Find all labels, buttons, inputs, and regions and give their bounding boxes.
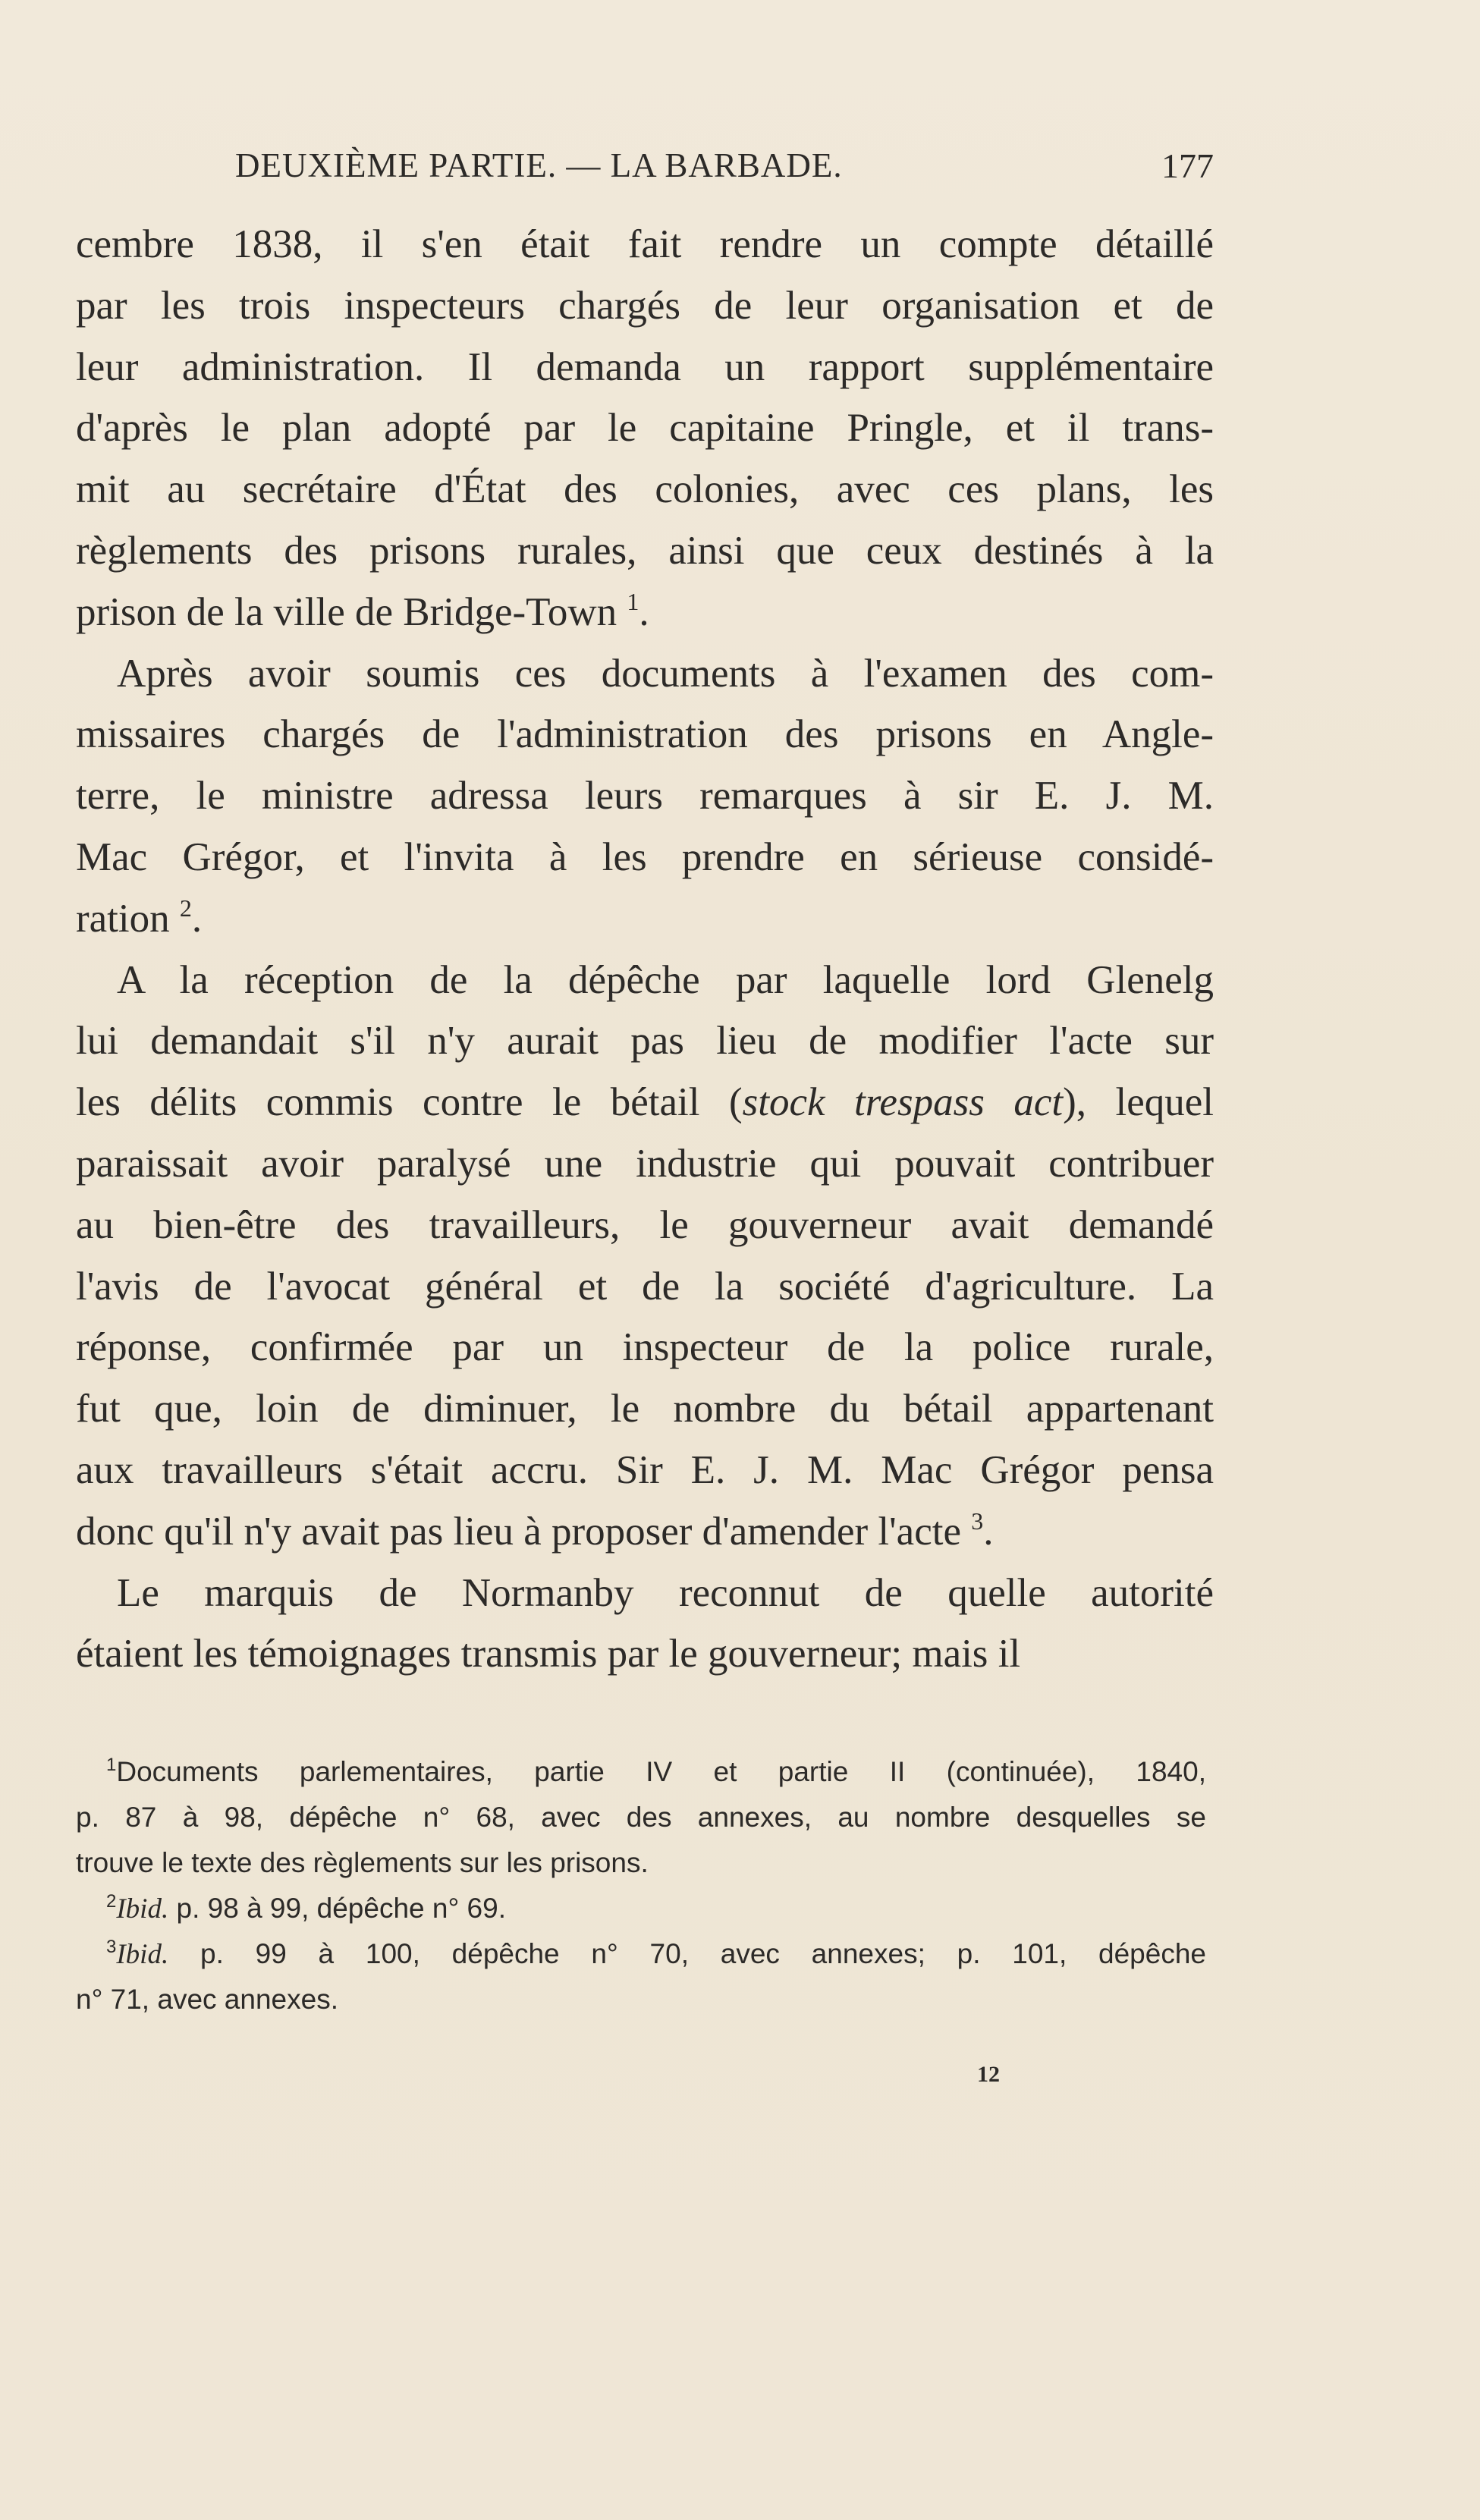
ibid-label: Ibid. [116, 1893, 169, 1925]
footnote-text: n° 71, avec annexes. [76, 1984, 338, 2015]
paragraph [76, 643, 1214, 950]
line-end-punct: . [639, 589, 649, 634]
text-line: étaient les témoignages transmis par le gouverneur; mais il [76, 1632, 1021, 1676]
footnote [76, 1886, 1206, 1931]
footnote-line [76, 1840, 1206, 1886]
footnote-mark: 1 [106, 1755, 117, 1775]
line-end-punct: . [191, 896, 203, 941]
footnote-mark: 3 [106, 1937, 117, 1957]
footnote-text: trouve le texte des règlements sur les prisons. [76, 1847, 649, 1878]
text-line: d'après le plan adopté par le capitaine Pringle, et il trans- [76, 406, 1214, 451]
text-line: Mac Grégor, et l'invita à les prendre en sérieuse considé- [76, 834, 1214, 879]
footnote-text: Documents parlementaires, partie IV et partie II (continuée), 1840, [116, 1756, 1206, 1787]
footnote-text: p. 87 à 98, dépêche n° 68, avec des annexes, au nombre desquelles se [76, 1802, 1206, 1833]
footnote-line [76, 1931, 1206, 1977]
text-line: mit au secrétaire d'État des colonies, avec ces plans, les [76, 467, 1214, 512]
text-line: par les trois inspecteurs chargés de leur organisation et de [76, 283, 1214, 328]
footnote-ref: 2 [179, 894, 192, 922]
footnote-ref: 3 [971, 1507, 984, 1535]
text-line: Le marquis de Normanby reconnut de quelle autorité [117, 1570, 1214, 1615]
text-line: règlements des prisons rurales, ainsi que ceux destinés à la [76, 528, 1214, 573]
text-line: Après avoir soumis ces documents à l'examen des com- [117, 651, 1214, 696]
text-line [76, 582, 1214, 643]
text-line: les délits commis contre le bétail (stock trespass act), lequel [76, 1080, 1214, 1125]
line-text: donc qu'il n'y avait pas lieu à proposer d'amender l'acte [76, 1509, 961, 1554]
footnote-line [76, 1886, 1206, 1931]
text-line: cembre 1838, il s'en était fait rendre un compte détaillé [76, 222, 1214, 266]
footnote-ref: 1 [627, 587, 639, 615]
text-line: terre, le ministre adressa leurs remarques à sir E. J. M. [76, 774, 1214, 819]
text-line: missaires chargés de l'administration des prisons en Angle- [76, 712, 1214, 757]
text-line: A la réception de la dépêche par laquelle lord Glenelg [117, 957, 1214, 1002]
text-line: paraissait avoir paralysé une industrie qui pouvait contribuer [76, 1141, 1214, 1186]
footnote-text: p. 99 à 100, dépêche n° 70, avec annexes; p. 101, dépêche [168, 1938, 1206, 1969]
text-line: réponse, confirmée par un inspecteur de la police rurale, [76, 1325, 1214, 1370]
running-header [228, 146, 1214, 199]
footnote-line [76, 1795, 1206, 1840]
italic-phrase: stock trespass act [742, 1080, 1064, 1125]
text-line [76, 1501, 1214, 1563]
line-end-punct: . [983, 1509, 994, 1554]
signature-mark: 12 [977, 2062, 1000, 2087]
text-line: au bien-être des travailleurs, le gouverneur avait demandé [76, 1202, 1214, 1247]
footnote-line [76, 1977, 1206, 2022]
line-text: prison de la ville de Bridge-Town [76, 589, 617, 634]
text-line [76, 888, 1214, 950]
paragraph [76, 950, 1214, 1563]
ibid-label: Ibid. [116, 1939, 169, 1970]
text-line: aux travailleurs s'était accru. Sir E. J. M. Mac Grégor pensa [76, 1447, 1214, 1492]
footnote [76, 1931, 1206, 2022]
footnote-text: p. 98 à 99, dépêche n° 69. [168, 1893, 506, 1924]
running-head-title: DEUXIÈME PARTIE. — LA BARBADE. [235, 146, 843, 184]
text-line: lui demandait s'il n'y aurait pas lieu de modifier l'acte sur [76, 1019, 1214, 1064]
footnote [76, 1749, 1206, 1886]
text-line: fut que, loin de diminuer, le nombre du bétail appartenant [76, 1387, 1214, 1431]
line-text: ration [76, 896, 170, 941]
footnote-mark: 2 [106, 1891, 117, 1912]
text-line: leur administration. Il demanda un rapport supplémentaire [76, 344, 1214, 389]
paragraph [76, 214, 1214, 643]
footnotes [76, 1749, 1206, 2022]
footnote-line [76, 1749, 1206, 1795]
paragraph [76, 1563, 1214, 1686]
text-line: l'avis de l'avocat général et de la société d'agriculture. La [76, 1264, 1214, 1309]
body-text [76, 214, 1214, 1685]
page-number: 177 [1161, 146, 1214, 185]
